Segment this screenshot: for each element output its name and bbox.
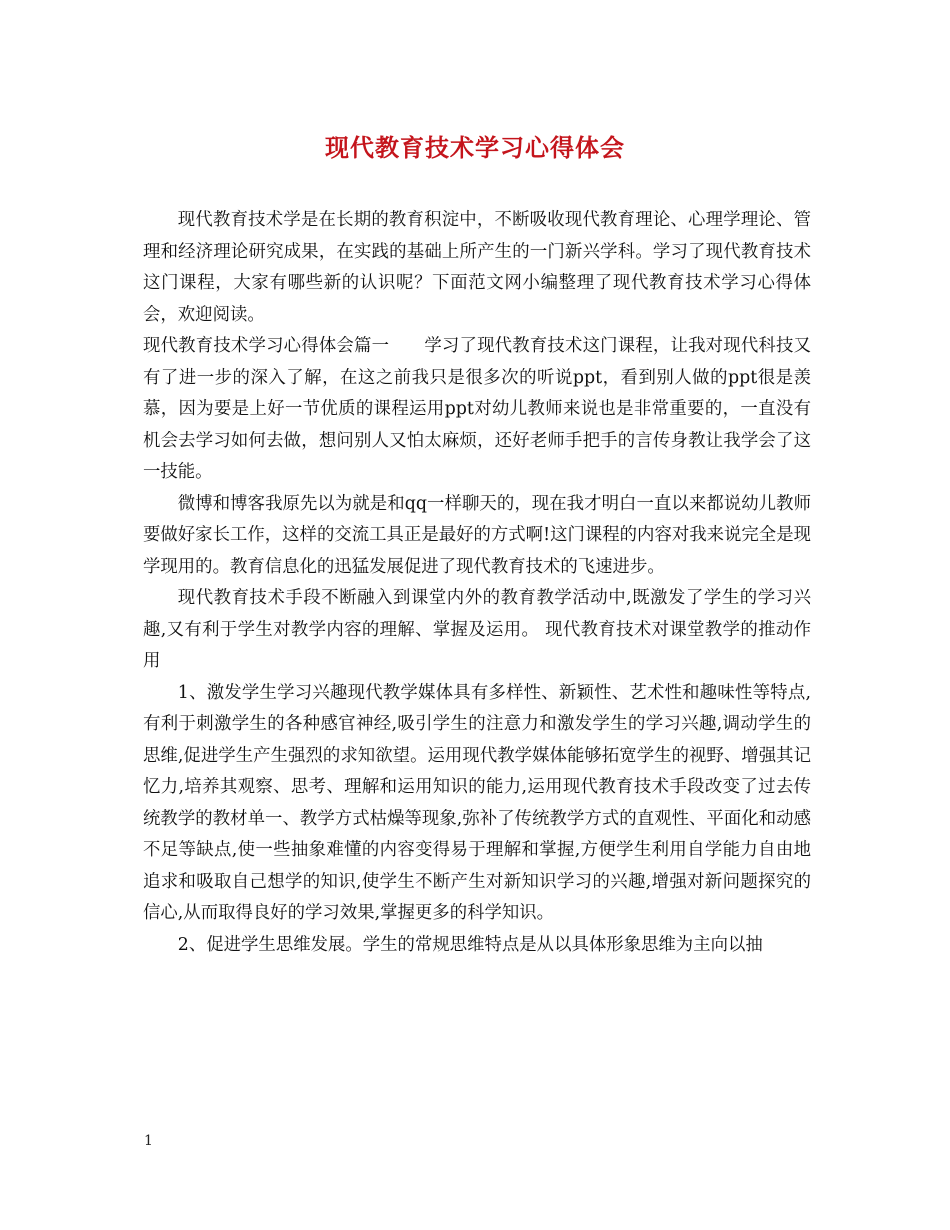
paragraph-intro: 现代教育技术学是在长期的教育积淀中，不断吸收现代教育理论、心理学理论、管理和经济理论研究成果，在实践的基础上所产生的一门新兴学科。学习了现代教育技术这门课程，大家有哪些新的认识呢？下面范文网小编整理了现代教育技术学习心得体会，欢迎阅读。 <box>143 210 811 325</box>
document-title: 现代教育技术学习心得体会 <box>325 133 625 162</box>
paragraph-point-one: 1、激发学生学习兴趣现代教学媒体具有多样性、新颖性、艺术性和趣味性等特点,有利于刺激学生的各种感官神经,吸引学生的注意力和激发学生的学习兴趣,调动学生的思维,促进学生产生强烈的求知欲望。运用现代教学媒体能够拓宽学生的视野、增强其记忆力,培养其观察、思考、理解和运用知识的能力,运用现代教育技术手段改变了过去传统教学的教材单一、教学方式枯燥等现象,弥补了传统教学方式的直观性、平面化和动感不足等缺点,使一些抽象难懂的内容变得易于理解和掌握,方便学生利用自学能力自由地追求和吸取自己想学的知识,使学生不断产生对新知识学习的兴趣,增强对新问题探究的信心,从而取得良好的学习效果,掌握更多的科学知识。 <box>143 682 811 923</box>
paragraph-modern-means: 现代教育技术手段不断融入到课堂内外的教育教学活动中,既激发了学生的学习兴趣,又有利于学生对教学内容的理解、掌握及运用。 现代教育技术对课堂教学的推动作用 <box>143 588 811 671</box>
document-body <box>143 205 811 961</box>
page-number: 1 <box>144 1133 153 1149</box>
paragraph-weibo-blog: 微博和博客我原先以为就是和qq一样聊天的，现在我才明白一直以来都说幼儿教师要做好家长工作，这样的交流工具正是最好的方式啊!这门课程的内容对我来说完全是现学现用的。教育信息化的迅猛发展促进了现代教育技术的飞速进步。 <box>143 493 811 577</box>
paragraph-section-one: 现代教育技术学习心得体会篇一 学习了现代教育技术这门课程，让我对现代科技又有了进一步的深入了解，在这之前我只是很多次的听说ppt，看到别人做的ppt很是羡慕，因为要是上好一节优质的课程运用ppt对幼儿教师来说也是非常重要的，一直没有机会去学习如何去做，想问别人又怕太麻烦，还好老师手把手的言传身教让我学会了这一技能。 <box>143 336 811 482</box>
paragraph-point-two: 2、促进学生思维发展。学生的常规思维特点是从以具体形象思维为主向以抽 <box>177 934 763 955</box>
